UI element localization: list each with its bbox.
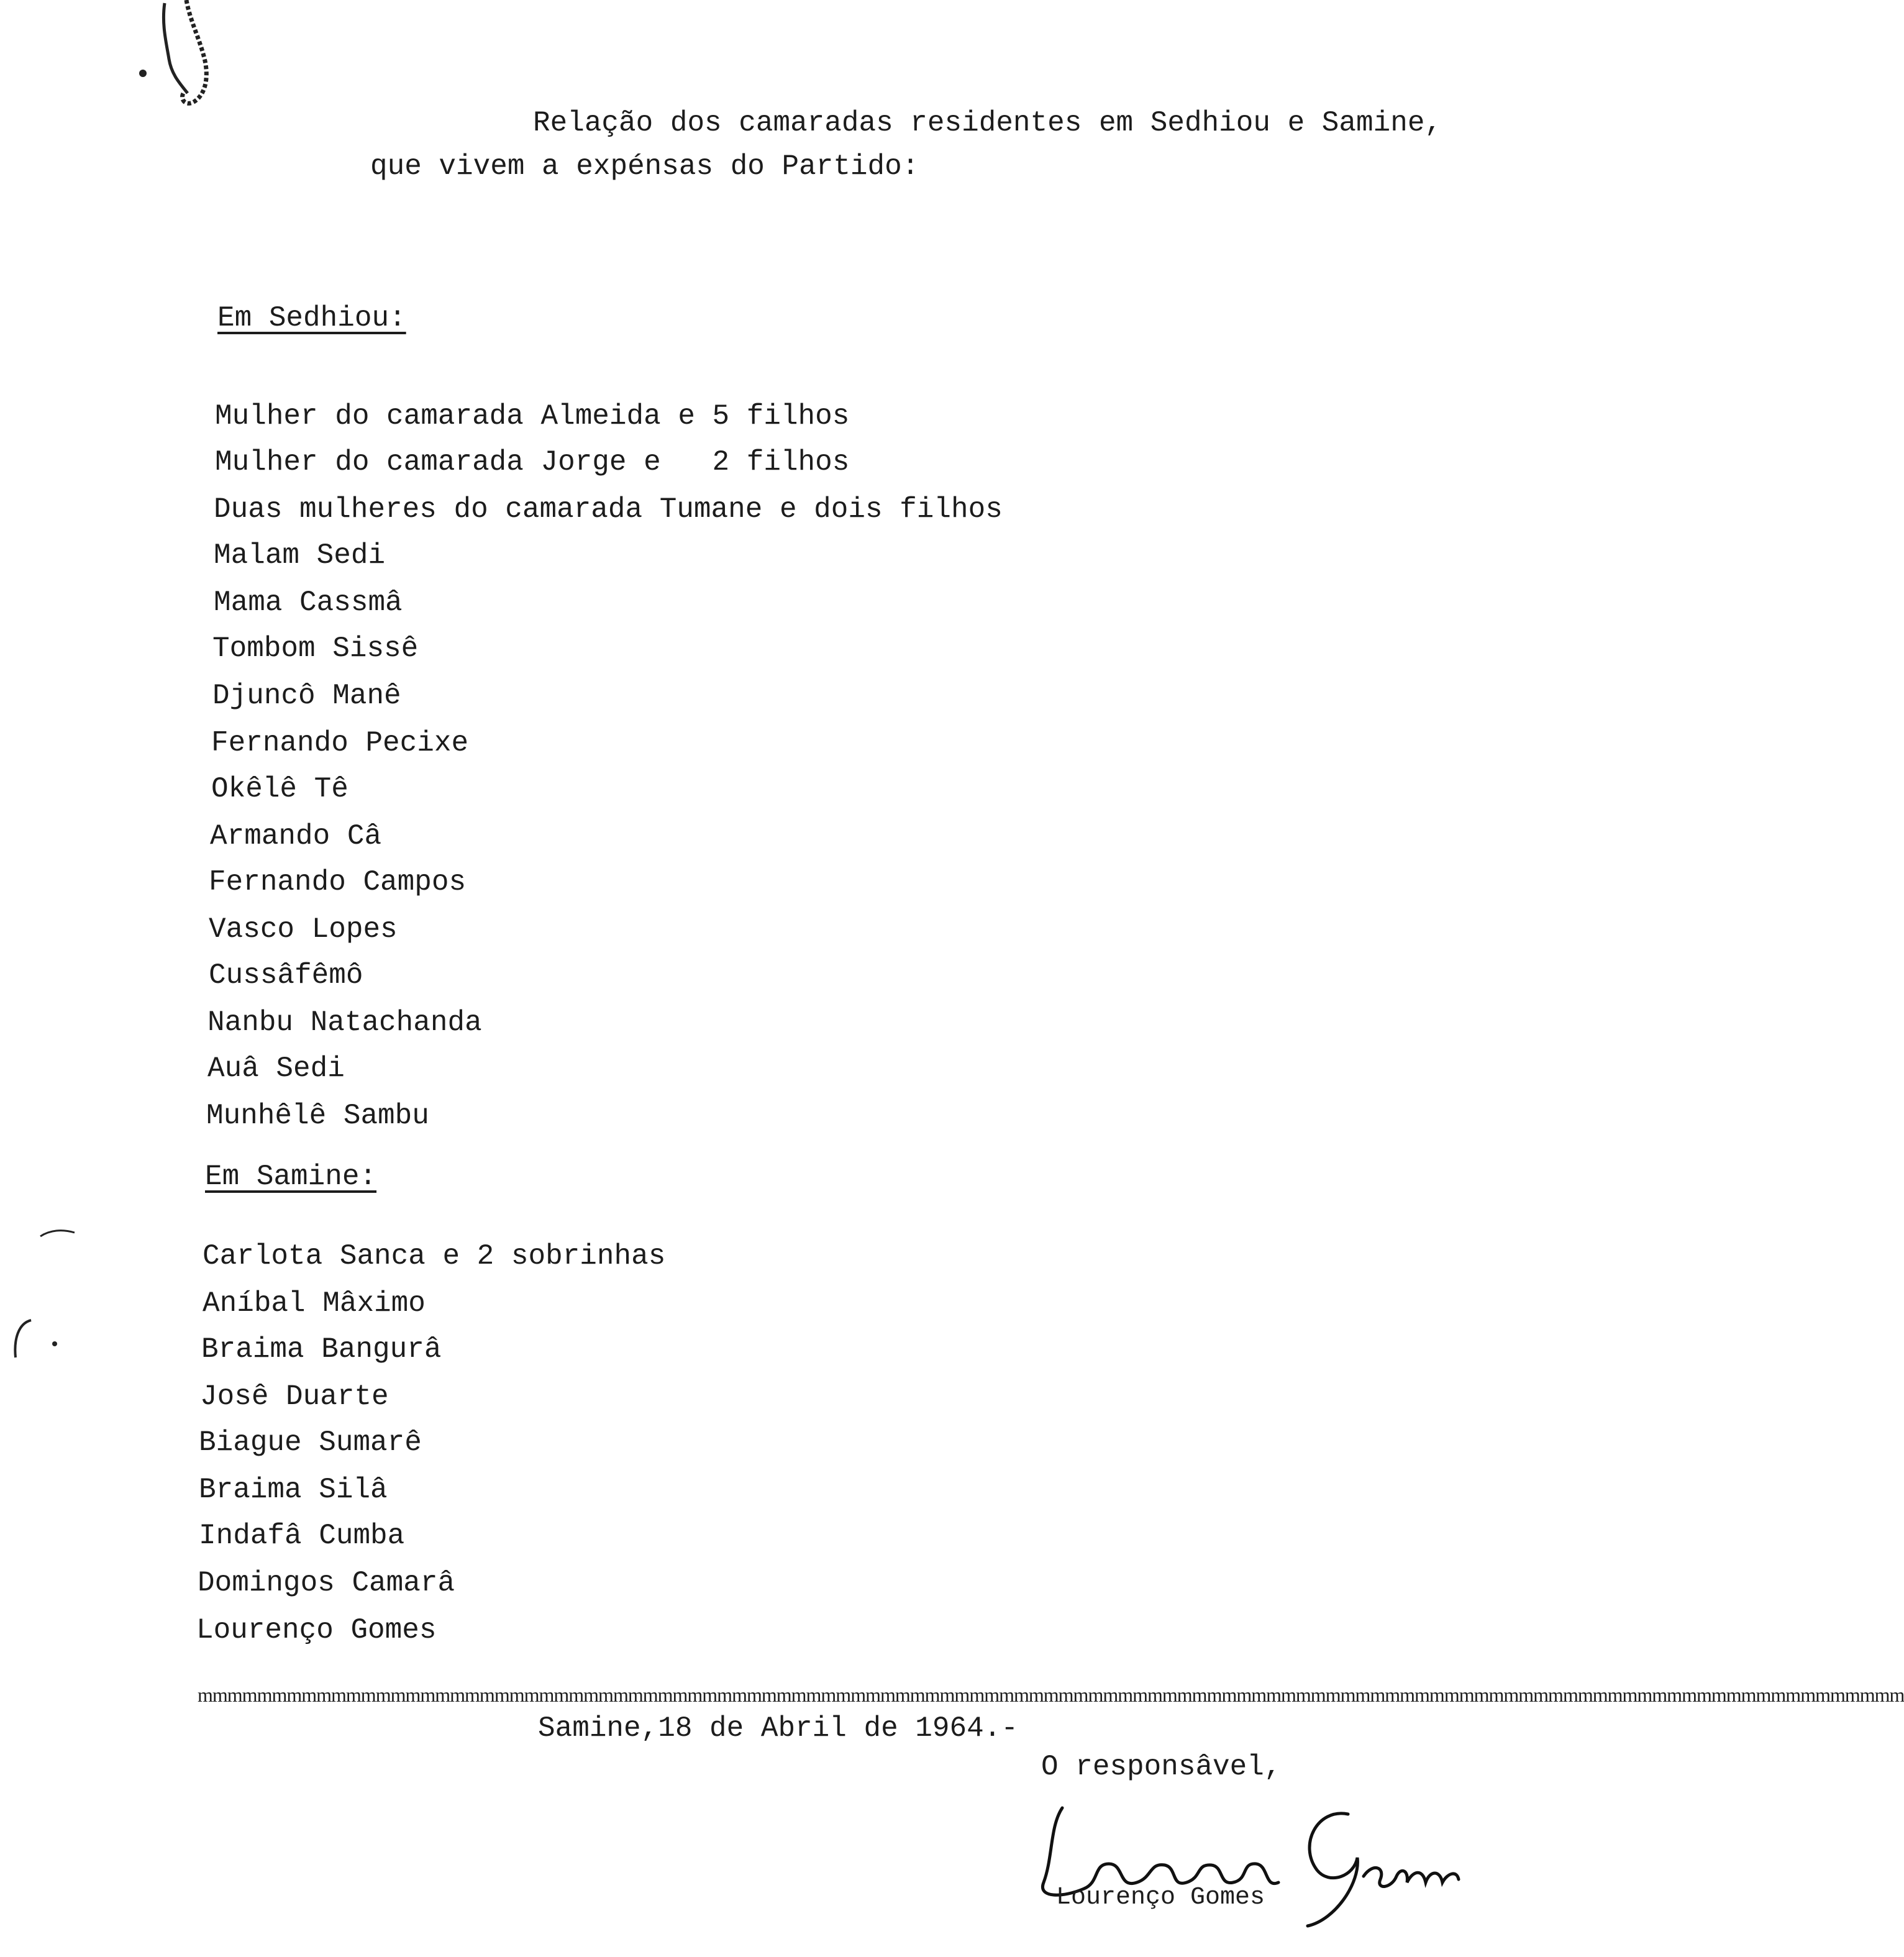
margin-scribble-mark <box>93 0 236 112</box>
list-item: Lourenço Gomes <box>196 1614 437 1646</box>
list-item: Cussâfêmô <box>209 959 363 992</box>
list-item: Okêlê Tê <box>211 773 348 805</box>
margin-hook-mark <box>6 1314 68 1364</box>
list-item: Auâ Sedi <box>207 1052 345 1085</box>
list-item: Braima Silâ <box>199 1474 388 1506</box>
section-heading-sedhiou: Em Sedhiou: <box>217 302 406 334</box>
list-item: Djuncô Manê <box>212 680 401 712</box>
margin-dash-mark <box>37 1224 81 1243</box>
list-item: Duas mulheres do camarada Tumane e dois filhos <box>214 493 1003 526</box>
list-item: Mama Cassmâ <box>214 586 403 619</box>
list-item: Malam Sedi <box>214 539 386 572</box>
section-heading-samine: Em Samine: <box>205 1161 377 1193</box>
list-item: Fernando Pecixe <box>211 727 469 759</box>
list-item: Carlota Sanca e 2 sobrinhas <box>203 1240 666 1272</box>
signature-typed-name: Lourenço Gomes <box>1056 1884 1265 1912</box>
title-line-1: Relação dos camaradas residentes em Sedhiou e Samine, <box>533 107 1442 139</box>
responsavel-label: O responsâvel, <box>1041 1751 1282 1783</box>
list-item: Munhêlê Sambu <box>206 1100 429 1132</box>
list-item: Tombom Sissê <box>212 632 419 665</box>
list-item: Braima Bangurâ <box>201 1333 442 1366</box>
list-item: Mulher do camarada Jorge e 2 filhos <box>215 446 850 478</box>
title-line-2: que vivem a expénsas do Partido: <box>370 150 919 183</box>
list-item: Armando Câ <box>210 820 382 852</box>
list-item: Vasco Lopes <box>209 913 398 946</box>
list-item: Fernando Campos <box>209 866 467 898</box>
list-item: Indafâ Cumba <box>199 1520 405 1552</box>
list-item: Josê Duarte <box>200 1380 389 1413</box>
typed-separator: mmmmmmmmmmmmmmmmmmmmmmmmmmmmmmmmmmmmmmmmmmmmmmmmmmmmmmmmmmmmmmmmmmmmmmmmmmmmmmmmmmmmmmmmmmmmmmmmmmmmmmmmmmmmmmmmmmm <box>198 1684 1904 1706</box>
list-item: Mulher do camarada Almeida e 5 filhos <box>215 400 850 432</box>
list-item: Nanbu Natachanda <box>207 1006 482 1039</box>
list-item: Aníbal Mâximo <box>203 1287 426 1320</box>
list-item: Domingos Camarâ <box>198 1567 455 1599</box>
list-item: Biague Sumarê <box>199 1426 422 1459</box>
date-line: Samine,18 de Abril de 1964.- <box>538 1712 1018 1745</box>
